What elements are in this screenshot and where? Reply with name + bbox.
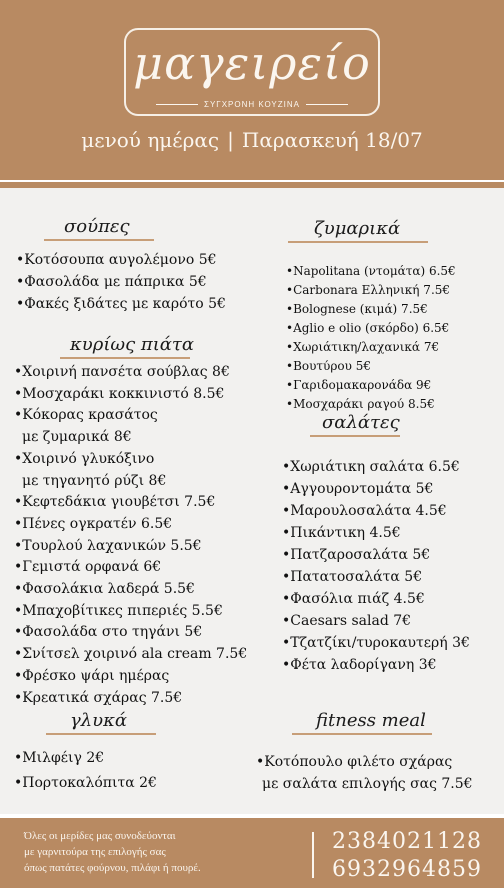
list-item: •Φακές ξιδάτες με καρότο 5€ xyxy=(16,296,226,312)
footer-note-line: με γαρνιτούρα της επιλογής σας xyxy=(24,846,166,858)
list-item: •Φασολάκια λαδερά 5.5€ xyxy=(14,581,195,598)
list-item: •Γαριδομακαρονάδα 9€ xyxy=(286,378,432,392)
list-item: •Σνίτσελ χοιρινό ala cream 7.5€ xyxy=(14,646,248,663)
list-item: •Φασόλια πιάζ 4.5€ xyxy=(282,591,425,607)
list-item: •Aglio e olio (σκόρδο) 6.5€ xyxy=(286,321,450,335)
soups-title-text: σούπες xyxy=(64,216,130,237)
list-item: με ζυμαρικά 8€ xyxy=(22,429,132,446)
list-item: •Χωριάτικη σαλάτα 6.5€ xyxy=(282,459,460,475)
fitness-line-1: •Κοτόπουλο φιλέτο σχάρας xyxy=(256,754,453,770)
pasta-title xyxy=(314,218,428,243)
salads-list xyxy=(282,456,470,676)
list-item: με τηγανητό ρύζι 8€ xyxy=(22,472,167,489)
list-item: •Χωριάτικη/λαχανικά 7€ xyxy=(286,340,440,354)
footer-note-line: Όλες οι μερίδες μας συνοδεύονται xyxy=(24,830,176,842)
phone-number[interactable]: 2384021128 xyxy=(332,829,482,854)
footer-divider xyxy=(312,832,314,878)
list-item: •Χοιρινό γλυκόξινο xyxy=(14,450,155,467)
separator: | xyxy=(227,128,234,152)
list-item: •Bolognese (κιμά) 7.5€ xyxy=(286,302,428,316)
list-item: •Κρεατικά σχάρας 7.5€ xyxy=(14,689,183,706)
logo-tagline: ΣΥΓΧΡΟΝΗ ΚΟΥΖΙΝΑ xyxy=(126,100,378,109)
date-label: Παρασκευή 18/07 xyxy=(241,128,423,152)
list-item: •Φρέσκο ψάρι ημέρας xyxy=(14,667,170,684)
list-item: •Carbonara Ελληνική 7.5€ xyxy=(286,283,451,297)
phone-number[interactable]: 6932964859 xyxy=(332,857,482,882)
header-banner xyxy=(0,0,504,180)
list-item: •Κόκορας κρασάτος xyxy=(14,407,158,424)
mains-list xyxy=(14,362,247,709)
list-item: •Πένες ογκρατέν 6.5€ xyxy=(14,515,173,532)
list-item: •Τουρλού λαχανικών 5.5€ xyxy=(14,537,202,554)
fitness-line-2: με σαλάτα επιλογής σας 7.5€ xyxy=(262,776,473,792)
fitness-title xyxy=(316,710,432,735)
list-item: •Πικάντικη 4.5€ xyxy=(282,525,401,541)
phone-numbers xyxy=(332,828,482,884)
pasta-list xyxy=(286,262,456,414)
list-item: •Caesars salad 7€ xyxy=(282,613,412,629)
list-item: •Μοσχαράκι ραγού 8.5€ xyxy=(286,397,435,411)
desserts-underline xyxy=(46,733,156,735)
list-item: •Πορτοκαλόπιτα 2€ xyxy=(14,775,157,791)
logo-text: μαγειρείο xyxy=(133,36,371,90)
mains-underline xyxy=(60,357,190,359)
salads-underline xyxy=(310,435,400,437)
list-item: •Χοιρινή πανσέτα σούβλας 8€ xyxy=(14,364,230,380)
logo xyxy=(124,28,380,116)
list-item: •Αγγουροντομάτα 5€ xyxy=(282,481,434,497)
list-item: •Μιλφέιγ 2€ xyxy=(14,750,105,766)
pasta-underline xyxy=(288,241,428,243)
desserts-title xyxy=(70,710,156,735)
soups-title xyxy=(64,216,154,241)
soups-list xyxy=(16,249,226,315)
fitness-underline xyxy=(292,733,432,735)
list-item: •Πατζαροσαλάτα 5€ xyxy=(282,547,431,563)
list-item: •Βουτύρου 5€ xyxy=(286,359,372,373)
mains-title-text: κυρίως πιάτα xyxy=(70,334,195,355)
list-item: •Πατατοσαλάτα 5€ xyxy=(282,569,423,585)
list-item: •Φασολάδα στο τηγάνι 5€ xyxy=(14,624,203,641)
list-item: •Κοτόσουπα αυγολέμονο 5€ xyxy=(16,252,217,268)
menu-date-line xyxy=(0,128,504,152)
desserts-list xyxy=(14,746,157,796)
list-item: •Μοσχαράκι κοκκινιστό 8.5€ xyxy=(14,385,225,402)
salads-title-text: σαλάτες xyxy=(322,412,400,433)
fitness-title-text: fitness meal xyxy=(316,710,426,731)
list-item: •Τζατζίκι/τυροκαυτερή 3€ xyxy=(282,635,470,651)
salads-title xyxy=(322,412,400,437)
list-item: •Φέτα λαδορίγανη 3€ xyxy=(282,657,437,673)
desserts-title-text: γλυκά xyxy=(70,710,128,731)
list-item: •Γεμιστά ορφανά 6€ xyxy=(14,559,162,576)
list-item: •Κεφτεδάκια γιουβέτσι 7.5€ xyxy=(14,494,216,511)
footer-note-line: όπως πατάτες φούρνου, πιλάφι ή πουρέ. xyxy=(24,862,201,874)
list-item: •Napolitana (ντομάτα) 6.5€ xyxy=(286,264,456,278)
list-item: •Μπαχοβίτικες πιπεριές 5.5€ xyxy=(14,602,223,619)
pasta-title-text: ζυμαρικά xyxy=(314,218,401,239)
list-item: •Μαρουλοσαλάτα 4.5€ xyxy=(282,503,447,519)
footer xyxy=(0,818,504,888)
mains-title xyxy=(70,334,194,359)
menu-label: μενού ημέρας xyxy=(81,128,220,152)
list-item: •Φασολάδα με πάπρικα 5€ xyxy=(16,274,207,290)
soups-underline xyxy=(44,239,154,241)
footer-note xyxy=(24,828,294,876)
